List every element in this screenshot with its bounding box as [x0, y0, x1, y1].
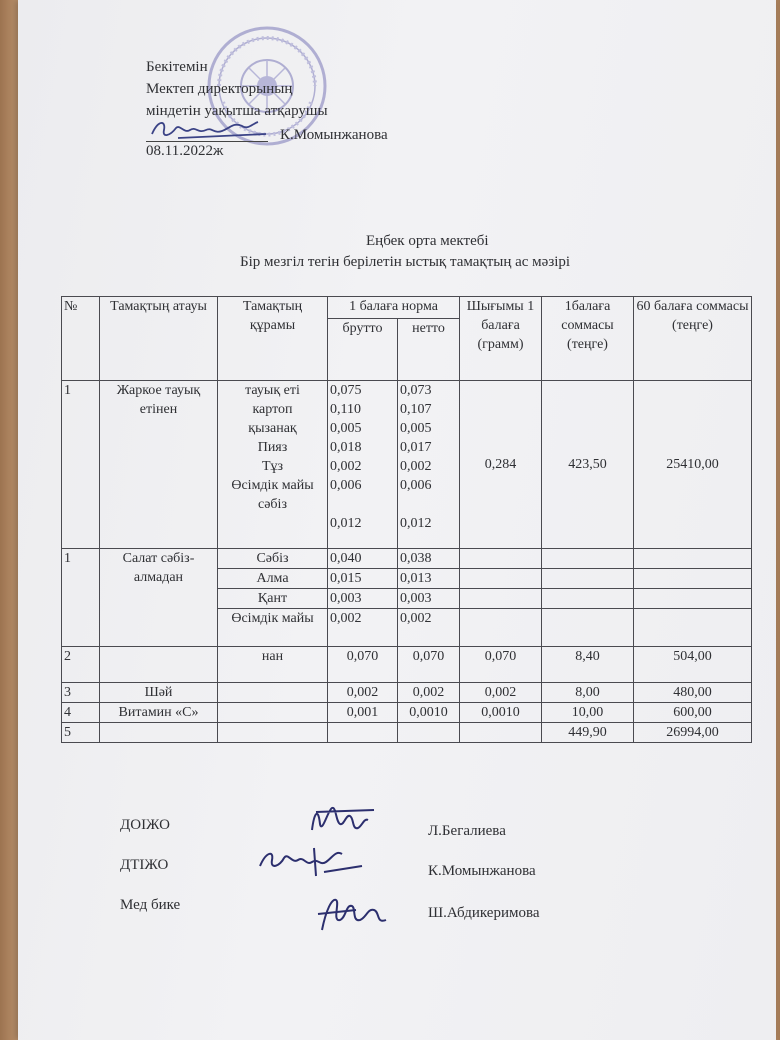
row4-cost-sixty: 480,00 — [634, 683, 752, 703]
signatory-name: К.Момынжанова — [428, 863, 536, 879]
header-dish-name: Тамақтың атауы — [100, 297, 218, 381]
row1-num: 1 — [62, 381, 100, 549]
empty-cell — [542, 609, 634, 647]
netto-value: 0,012 — [400, 516, 432, 531]
table-row — [62, 549, 752, 569]
row5-brutto: 0,001 — [328, 703, 398, 723]
empty-cell — [634, 549, 752, 569]
row2-dish-name: Салат сәбіз-алмадан — [100, 549, 218, 647]
empty-cell — [460, 569, 542, 589]
signatory-role: ДОІЖО — [120, 817, 170, 833]
signatory-role: ДТІЖО — [120, 857, 169, 873]
row1-ingredients — [218, 381, 328, 549]
row5-dish-name: Витамин «С» — [100, 703, 218, 723]
empty-cell — [460, 723, 542, 743]
signature-abdikerimova — [316, 890, 392, 936]
empty-cell — [460, 609, 542, 647]
header-cost-one: 1балаға соммасы (теңге) — [542, 297, 634, 381]
empty-cell — [218, 703, 328, 723]
signatory-name: Л.Бегалиева — [428, 823, 506, 839]
header-dish-composition: Тамақтың құрамы — [218, 297, 328, 381]
row1-brutto — [328, 381, 398, 549]
header-brutto: брутто — [328, 319, 398, 381]
row2-netto: 0,013 — [398, 569, 460, 589]
row2-netto: 0,002 — [398, 609, 460, 647]
ingredient: картоп — [252, 402, 293, 417]
row5-cost-sixty: 600,00 — [634, 703, 752, 723]
empty-cell — [634, 609, 752, 647]
school-name: Еңбек орта мектебі — [366, 233, 489, 249]
row2-netto: 0,038 — [398, 549, 460, 569]
ingredient: қызанақ — [248, 421, 297, 436]
empty-cell — [398, 723, 460, 743]
netto-value: 0,017 — [400, 440, 432, 455]
row1-cost-sixty: 25410,00 — [634, 381, 752, 549]
menu-title: Бір мезгіл тегін берілетін ыстық тамақтың ас мәзірі — [240, 254, 571, 270]
approval-line-position: Мектеп директорының — [146, 81, 293, 97]
ingredient: Өсімдік майы — [231, 478, 314, 493]
row3-ingredient: нан — [218, 647, 328, 683]
row3-num: 2 — [62, 647, 100, 683]
brutto-value: 0,012 — [330, 516, 362, 531]
approval-date: 08.11.2022ж — [146, 143, 224, 159]
approval-line-approve: Бекітемін — [146, 59, 208, 75]
row5-num: 4 — [62, 703, 100, 723]
empty-cell — [634, 589, 752, 609]
header-norm-per-child: 1 балаға норма — [328, 297, 460, 319]
row2-brutto: 0,002 — [328, 609, 398, 647]
ingredient: тауық еті — [245, 383, 300, 398]
row2-ingredient: Алма — [218, 569, 328, 589]
empty-cell — [218, 683, 328, 703]
director-signature — [148, 112, 270, 146]
row4-cost-one: 8,00 — [542, 683, 634, 703]
table-row — [62, 381, 752, 549]
brutto-value: 0,018 — [330, 440, 362, 455]
row3-netto: 0,070 — [398, 647, 460, 683]
empty-cell — [328, 723, 398, 743]
row2-brutto: 0,015 — [328, 569, 398, 589]
brutto-value: 0,002 — [330, 459, 362, 474]
netto-value: 0,107 — [400, 402, 432, 417]
row3-yield: 0,070 — [460, 647, 542, 683]
table-row — [62, 683, 752, 703]
row1-cost-one: 423,50 — [542, 381, 634, 549]
empty-cell — [100, 723, 218, 743]
netto-value: 0,002 — [400, 459, 432, 474]
table-row — [62, 647, 752, 683]
row4-yield: 0,002 — [460, 683, 542, 703]
table-header-row — [62, 297, 752, 319]
empty-cell — [460, 549, 542, 569]
row1-yield: 0,284 — [460, 381, 542, 549]
empty-cell — [218, 723, 328, 743]
row4-num: 3 — [62, 683, 100, 703]
brutto-value: 0,005 — [330, 421, 362, 436]
brutto-value: 0,110 — [330, 402, 361, 417]
row5-yield: 0,0010 — [460, 703, 542, 723]
row2-ingredient: Қант — [218, 589, 328, 609]
ingredient: Тұз — [261, 459, 284, 474]
table-total-row — [62, 723, 752, 743]
row3-cost-one: 8,40 — [542, 647, 634, 683]
row2-netto: 0,003 — [398, 589, 460, 609]
approval-name: К.Момынжанова — [280, 127, 388, 143]
header-cost-sixty: 60 балаға соммасы (теңге) — [634, 297, 752, 381]
row2-num: 1 — [62, 549, 100, 647]
total-cost-sixty: 26994,00 — [634, 723, 752, 743]
signature-momynzhanova — [254, 836, 366, 882]
empty-cell — [542, 569, 634, 589]
header-num: № — [62, 297, 100, 381]
row5-cost-one: 10,00 — [542, 703, 634, 723]
empty-cell — [634, 569, 752, 589]
netto-value: 0,005 — [400, 421, 432, 436]
total-cost-one: 449,90 — [542, 723, 634, 743]
header-netto: нетто — [398, 319, 460, 381]
row4-netto: 0,002 — [398, 683, 460, 703]
row2-ingredient: Сәбіз — [218, 549, 328, 569]
row1-netto — [398, 381, 460, 549]
row6-num: 5 — [62, 723, 100, 743]
table-row — [62, 703, 752, 723]
empty-cell — [460, 589, 542, 609]
brutto-value: 0,006 — [330, 478, 362, 493]
signatory-role: Мед бике — [120, 897, 181, 913]
netto-value: 0,006 — [400, 478, 432, 493]
row3-brutto: 0,070 — [328, 647, 398, 683]
netto-value: 0,073 — [400, 383, 432, 398]
row2-ingredient: Өсімдік майы — [218, 609, 328, 647]
row1-dish-name: Жаркое тауық етінен — [100, 381, 218, 549]
row3-cost-sixty: 504,00 — [634, 647, 752, 683]
brutto-value: 0,075 — [330, 383, 362, 398]
empty-cell — [542, 589, 634, 609]
approval-line-acting: міндетін уақытша атқарушы — [146, 103, 328, 119]
row5-netto: 0,0010 — [398, 703, 460, 723]
empty-cell — [542, 549, 634, 569]
header-yield: Шығымы 1 балаға (грамм) — [460, 297, 542, 381]
row2-brutto: 0,040 — [328, 549, 398, 569]
row2-brutto: 0,003 — [328, 589, 398, 609]
menu-table — [61, 296, 752, 743]
row4-dish-name: Шәй — [100, 683, 218, 703]
empty-cell — [100, 647, 218, 683]
signatory-name: Ш.Абдикеримова — [428, 905, 540, 921]
ingredient: Пияз — [257, 440, 288, 455]
ingredient: сәбіз — [258, 497, 287, 512]
row4-brutto: 0,002 — [328, 683, 398, 703]
